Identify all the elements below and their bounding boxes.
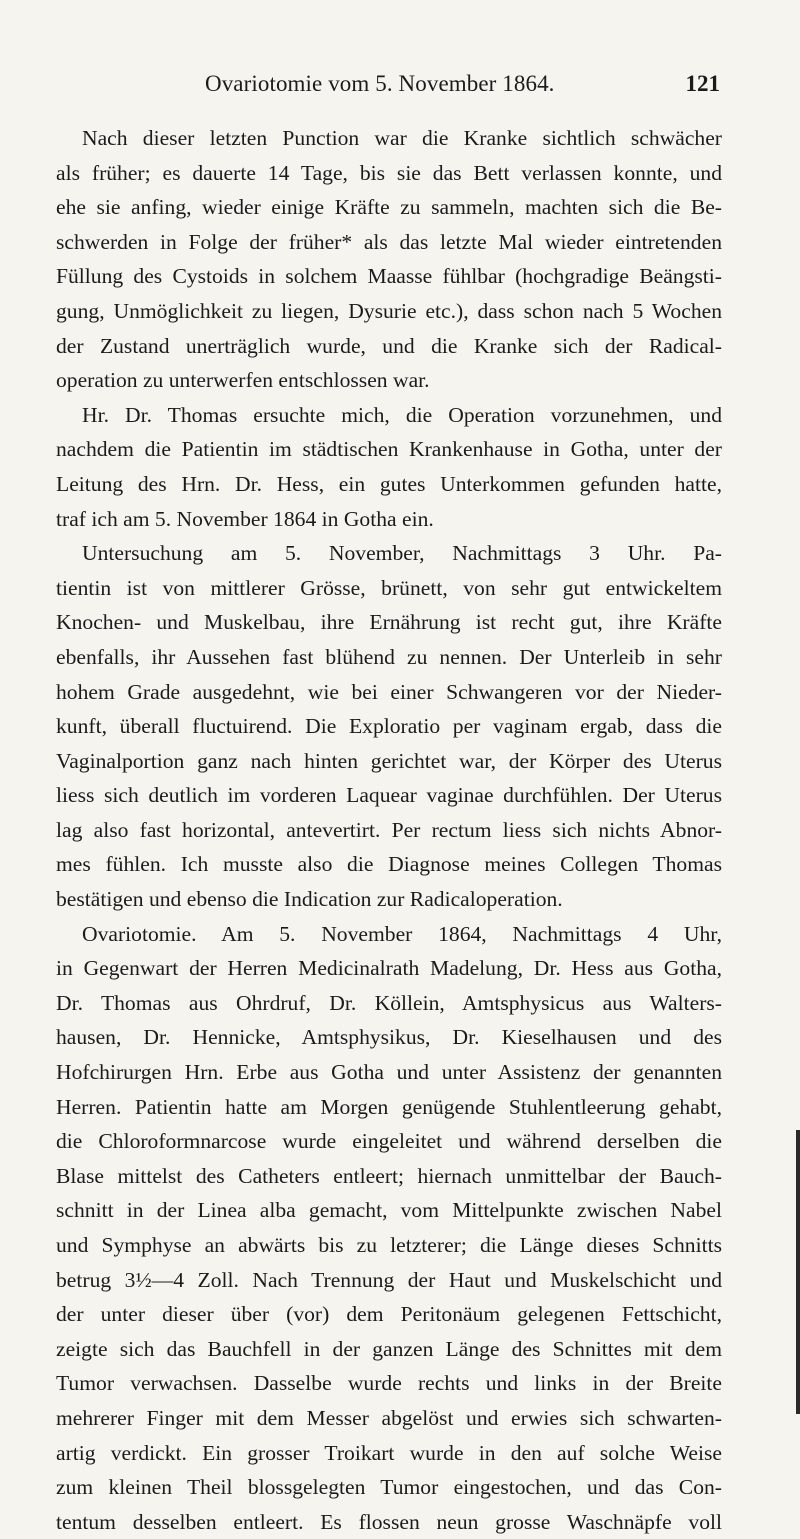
text-line: Knochen- und Muskelbau, ihre Ernährung ist recht gut, ihre Kräfte — [56, 610, 722, 635]
text-line: Tumor verwachsen. Dasselbe wurde rechts und links in der Breite — [56, 1371, 722, 1396]
text-line: zeigte sich das Bauchfell in der ganzen Länge des Schnittes mit dem — [56, 1336, 722, 1361]
text-line: gung, Unmöglichkeit zu liegen, Dysurie etc.), dass schon nach 5 Wochen — [56, 298, 722, 323]
text-line: Dr. Thomas aus Ohrdruf, Dr. Köllein, Amtsphysicus aus Walters- — [56, 990, 722, 1015]
header-title: Ovariotomie vom 5. November 1864. — [205, 71, 555, 96]
text-line: als früher; es dauerte 14 Tage, bis sie das Bett verlassen konnte, und — [56, 160, 722, 185]
text-line: zum kleinen Theil blossgelegten Tumor eingestochen, und das Con- — [56, 1475, 722, 1500]
text-line: Füllung des Cystoids in solchem Maasse fühlbar (hochgradige Beängsti- — [56, 264, 722, 289]
text-line: traf ich am 5. November 1864 in Gotha ein. — [56, 506, 434, 531]
text-line: nachdem die Patientin im städtischen Krankenhause in Gotha, unter der — [56, 437, 722, 462]
text-line: und Symphyse an abwärts bis zu letzterer; die Länge dieses Schnitts — [56, 1233, 722, 1257]
page-number: 121 — [685, 71, 720, 96]
text-line: tientin ist von mittlerer Grösse, brünett, von sehr gut entwickeltem — [56, 575, 722, 600]
text-line: mes fühlen. Ich musste also die Diagnose meines Collegen Thomas — [56, 852, 722, 877]
text-line: bestätigen und ebenso die Indication zur Radicaloperation. — [56, 887, 563, 912]
text-line: hausen, Dr. Hennicke, Amtsphysikus, Dr. Kieselhausen und des — [56, 1025, 722, 1050]
text-line: Herren. Patientin hatte am Morgen genügende Stuhlentleerung gehabt, — [56, 1094, 722, 1119]
text-line: Ovariotomie. Am 5. November 1864, Nachmittags 4 Uhr, — [82, 921, 722, 946]
text-line: Leitung des Hrn. Dr. Hess, ein gutes Unterkommen gefunden hatte, — [56, 471, 722, 496]
text-line: betrug 3½—4 Zoll. Nach Trennung der Haut und Muskelschicht und — [56, 1267, 722, 1292]
text-line: ehe sie anfing, wieder einige Kräfte zu sammeln, machten sich die Be- — [56, 195, 722, 220]
text-line: liess sich deutlich im vorderen Laquear vaginae durchfühlen. Der Uterus — [56, 783, 722, 808]
text-line: mehrerer Finger mit dem Messer abgelöst und erwies sich schwarten- — [56, 1405, 722, 1430]
text-line: ebenfalls, ihr Aussehen fast blühend zu nennen. Der Unterleib in sehr — [56, 644, 722, 669]
text-line: der Zustand unerträglich wurde, und die Kranke sich der Radical- — [56, 333, 722, 358]
running-header — [205, 68, 720, 100]
body-text — [56, 121, 722, 1539]
text-line: Hr. Dr. Thomas ersuchte mich, die Operation vorzunehmen, und — [82, 402, 722, 427]
text-line: lag also fast horizontal, antevertirt. Per rectum liess sich nichts Abnor- — [56, 817, 722, 842]
text-line: schwerden in Folge der früher* als das letzte Mal wieder eintretenden — [56, 229, 722, 254]
text-line: Hofchirurgen Hrn. Erbe aus Gotha und unter Assistenz der genannten — [56, 1060, 722, 1085]
text-line: artig verdickt. Ein grosser Troikart wurde in den auf solche Weise — [56, 1440, 722, 1465]
text-line: Untersuchung am 5. November, Nachmittags 3 Uhr. Pa- — [82, 541, 722, 566]
text-line: kunft, überall fluctuirend. Die Exploratio per vaginam ergab, dass die — [56, 714, 722, 739]
text-line: Blase mittelst des Catheters entleert; hiernach unmittelbar der Bauch- — [56, 1163, 722, 1188]
text-line: der unter dieser über (vor) dem Peritonäum gelegenen Fettschicht, — [56, 1302, 722, 1327]
text-line: tentum desselben entleert. Es flossen neun grosse Waschnäpfe voll — [56, 1509, 722, 1534]
page-binding-edge — [796, 1130, 800, 1414]
text-line: Nach dieser letzten Punction war die Kranke sichtlich schwächer — [82, 126, 722, 150]
text-line: die Chloroformnarcose wurde eingeleitet und während derselben die — [56, 1129, 722, 1154]
text-line: in Gegenwart der Herren Medicinalrath Madelung, Dr. Hess aus Gotha, — [56, 956, 722, 981]
text-line: hohem Grade ausgedehnt, wie bei einer Schwangeren vor der Nieder- — [56, 679, 722, 704]
text-line: operation zu unterwerfen entschlossen war. — [56, 368, 430, 393]
text-line: Vaginalportion ganz nach hinten gerichtet war, der Körper des Uterus — [56, 748, 722, 773]
text-line: schnitt in der Linea alba gemacht, vom Mittelpunkte zwischen Nabel — [56, 1198, 722, 1223]
